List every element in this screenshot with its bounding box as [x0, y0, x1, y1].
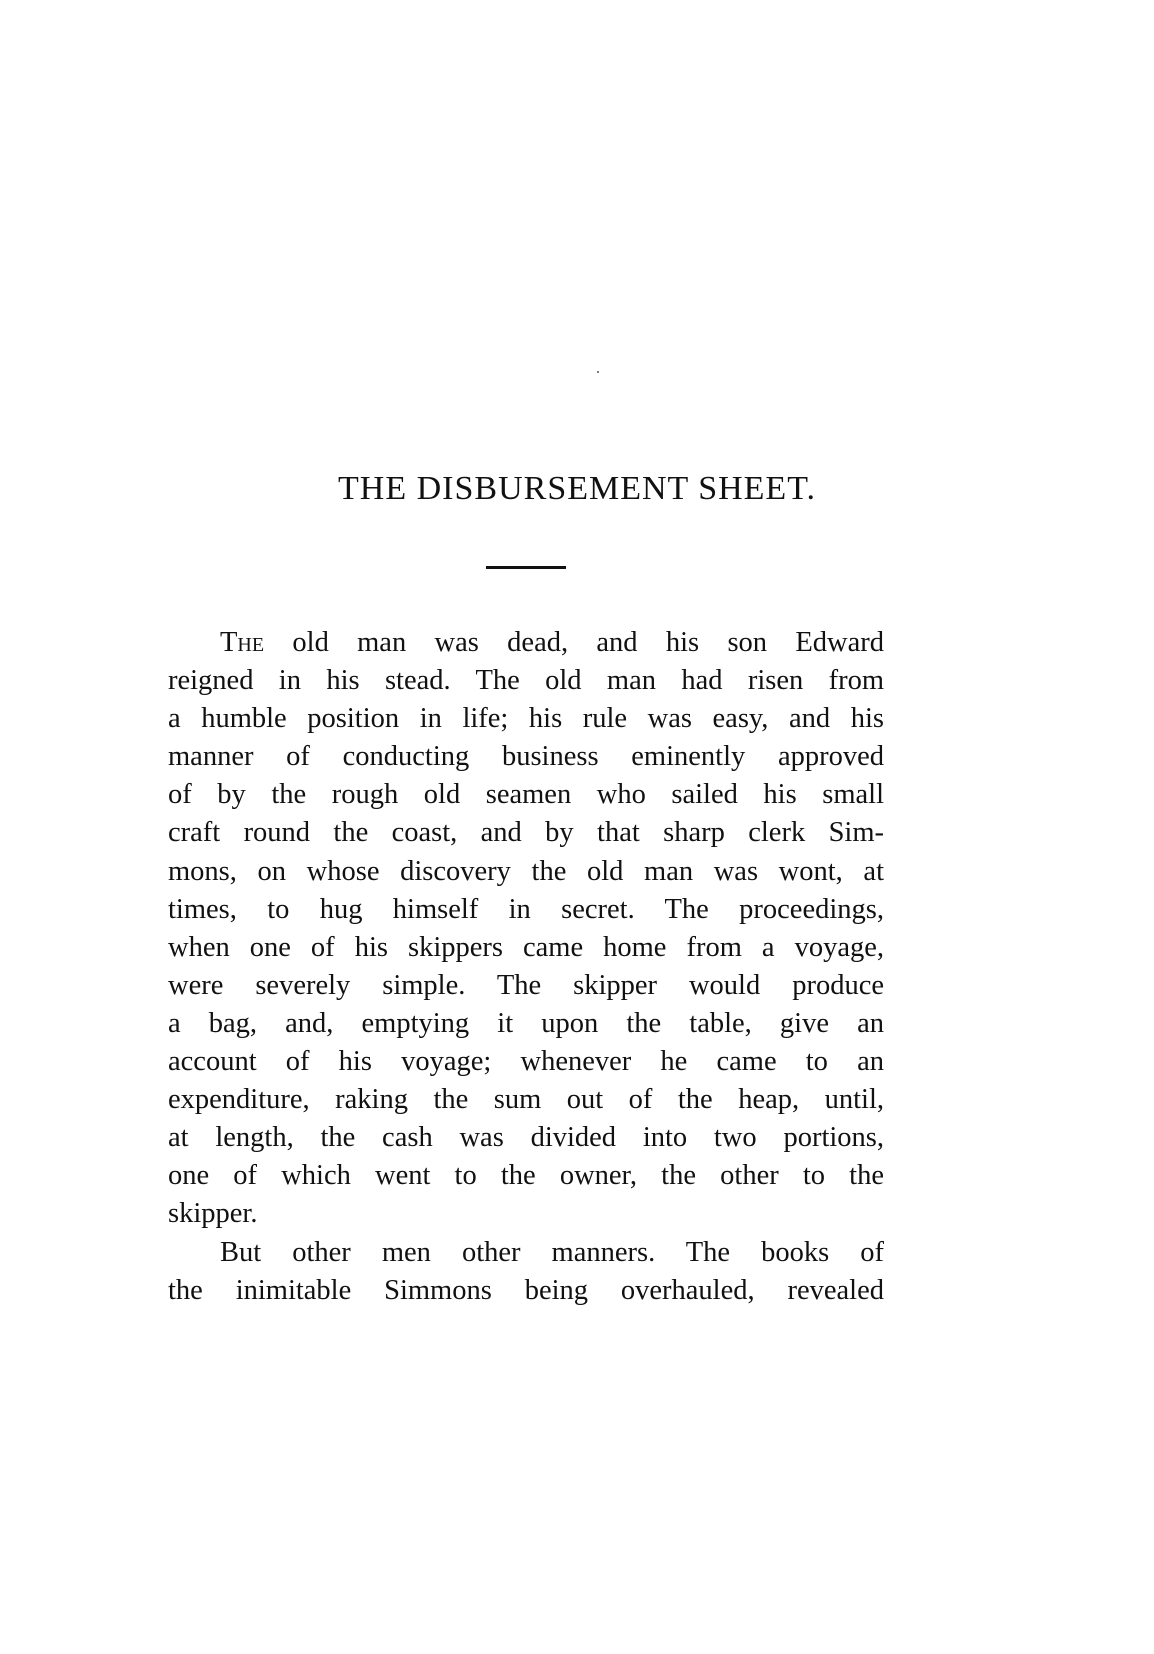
text-line: one of which went to the owner, the other to the	[168, 1160, 884, 1192]
text-line: expenditure, raking the sum out of the heap, until,	[168, 1084, 884, 1116]
text-line: a humble position in life; his rule was easy, and his	[168, 703, 884, 735]
body-text	[168, 624, 884, 1310]
text-line: were severely simple. The skipper would produce	[168, 969, 884, 1001]
text-line: when one of his skippers came home from a voyage,	[168, 931, 884, 963]
chapter-title: THE DISBURSEMENT SHEET.	[338, 470, 816, 507]
text-line-content: old man was dead, and his son Edward	[292, 627, 884, 658]
text-line: account of his voyage; whenever he came to an	[168, 1046, 884, 1078]
text-line: of by the rough old seamen who sailed his small	[168, 779, 884, 811]
text-line: But other men other manners. The books of	[220, 1236, 884, 1268]
print-speck	[597, 371, 599, 373]
text-line: times, to hug himself in secret. The proceedings,	[168, 893, 884, 925]
text-line: the inimitable Simmons being overhauled, revealed	[168, 1274, 884, 1306]
drop-word: The	[220, 627, 265, 658]
text-line: craft round the coast, and by that sharp clerk Sim-	[168, 817, 884, 849]
text-line: mons, on whose discovery the old man was wont, at	[168, 855, 884, 887]
text-line: a bag, and, emptying it upon the table, give an	[168, 1007, 884, 1039]
text-line: skipper.	[168, 1198, 258, 1230]
text-line: manner of conducting business eminently approved	[168, 741, 884, 773]
text-line: at length, the cash was divided into two portions,	[168, 1122, 884, 1154]
title-rule	[486, 566, 566, 569]
text-line	[168, 624, 884, 662]
text-line: reigned in his stead. The old man had risen from	[168, 665, 884, 697]
